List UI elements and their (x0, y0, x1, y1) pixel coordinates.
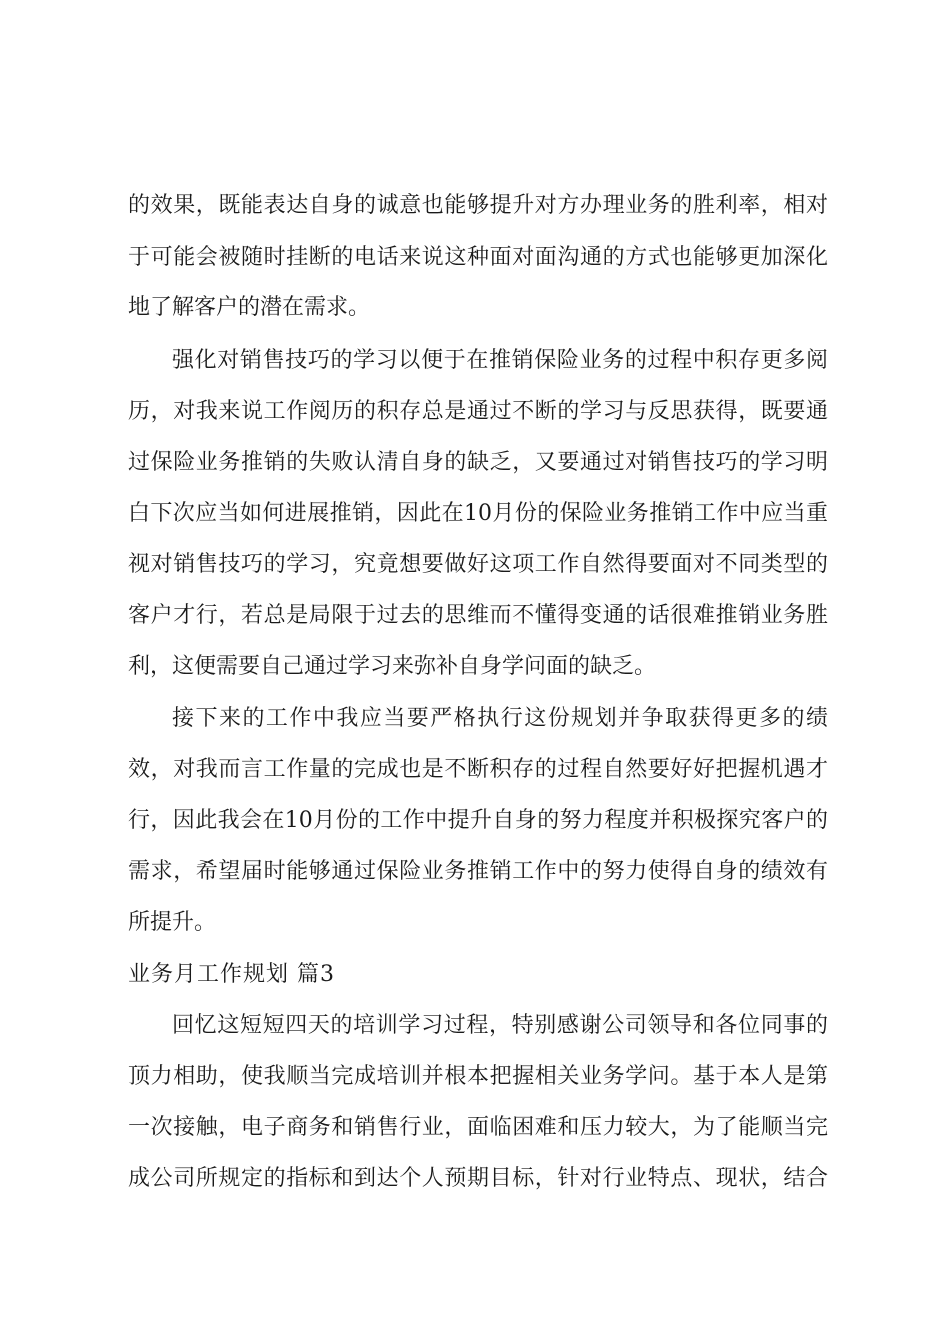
section-heading: 业务月工作规划 篇3 (128, 962, 335, 987)
text-line: 利，这便需要自己通过学习来弥补自身学问面的缺乏。 (128, 654, 657, 679)
text-line: 白下次应当如何进展推销，因此在10月份的保险业务推销工作中应当重 (128, 501, 828, 526)
text-line: 客户才行，若总是局限于过去的思维而不懂得变通的话很难推销业务胜 (128, 603, 828, 628)
text-line: 成公司所规定的指标和到达个人预期目标，针对行业特点、现状，结合 (128, 1166, 828, 1191)
text-line: 所提升。 (128, 910, 217, 935)
text-line: 过保险业务推销的失败认清自身的缺乏，又要通过对销售技巧的学习明 (128, 450, 828, 475)
text-line: 地了解客户的潜在需求。 (128, 295, 371, 320)
text-line: 强化对销售技巧的学习以便于在推销保险业务的过程中积存更多阅 (172, 348, 828, 373)
text-line: 回忆这短短四天的培训学习过程，特别感谢公司领导和各位同事的 (172, 1013, 828, 1038)
text-line: 顶力相助，使我顺当完成培训并根本把握相关业务学问。基于本人是第 (128, 1064, 828, 1089)
text-line: 的效果，既能表达自身的诚意也能够提升对方办理业务的胜利率，相对 (128, 193, 828, 218)
text-line: 视对销售技巧的学习，究竟想要做好这项工作自然得要面对不同类型的 (128, 552, 828, 577)
text-line: 于可能会被随时挂断的电话来说这种面对面沟通的方式也能够更加深化 (128, 245, 828, 270)
text-line: 行，因此我会在10月份的工作中提升自身的努力程度并积极探究客户的 (128, 808, 828, 833)
text-line: 需求，希望届时能够通过保险业务推销工作中的努力使得自身的绩效有 (128, 859, 828, 884)
text-line: 效，对我而言工作量的完成也是不断积存的过程自然要好好把握机遇才 (128, 757, 828, 782)
text-line: 一次接触，电子商务和销售行业，面临困难和压力较大，为了能顺当完 (128, 1115, 828, 1140)
text-line: 历，对我来说工作阅历的积存总是通过不断的学习与反思获得，既要通 (128, 399, 828, 424)
text-line: 接下来的工作中我应当要严格执行这份规划并争取获得更多的绩 (172, 706, 828, 731)
